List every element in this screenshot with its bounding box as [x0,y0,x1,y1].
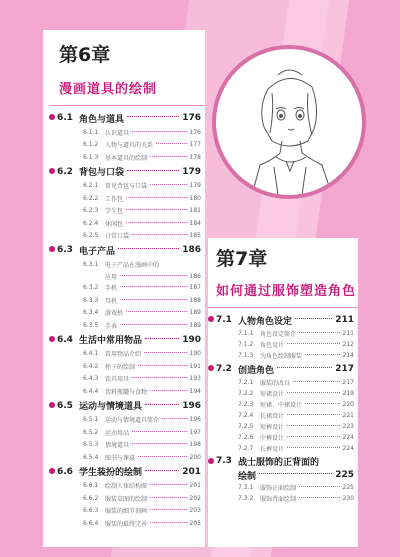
subsection-title: 游戏机 [105,310,124,318]
subsection-title: 耳机 [105,297,118,305]
section-marker [208,365,214,371]
leader-dots [132,377,187,378]
toc-subsection [57,319,201,332]
subsection-page: 201 [189,482,201,490]
toc-section [57,464,201,480]
leader-dots [305,403,340,404]
subsection-page: 223 [342,423,354,430]
leader-dots [150,522,187,523]
subsection-number: 6.4.2 [83,362,99,370]
toc-subsection [216,421,354,432]
subsection-title: 电子产品在漫画中的 [105,261,160,269]
toc-subsection [216,482,354,493]
toc-subsection [57,180,201,193]
subsection-page: 197 [189,428,201,436]
chapter6-divider [49,105,205,106]
leader-dots [138,456,187,457]
subsection-title: 短裙设计 [260,391,285,398]
subsection-title: 情境道具 [105,442,130,450]
subsection-title-continued: 应用 [105,273,118,281]
subsection-title: 杯子的绘制 [105,363,136,371]
leader-dots [305,354,340,355]
section-title: 运动与情境道具 [79,402,143,412]
section-title: 角色与道具 [79,114,125,125]
toc-section [216,312,354,328]
subsection-page: 187 [189,284,201,292]
subsection-page: 212 [342,341,354,348]
toc-subsection [216,377,354,388]
leader-dots [287,447,340,448]
subsection-number: 6.2.3 [83,207,99,215]
subsection-number: 6.1.3 [83,153,99,161]
leader-dots [259,473,332,474]
section-marker [208,316,214,322]
subsection-title: 工作包 [105,195,124,203]
toc-subsection [57,426,201,439]
leader-dots [162,418,187,419]
toc-section [216,361,354,377]
leader-dots [132,443,187,444]
subsection-title: 饮料瓶罐与食物 [105,388,148,396]
leader-dots [120,286,187,287]
leader-dots [287,425,340,426]
subsection-page: 188 [189,296,201,304]
section-marker [49,246,55,252]
subsection-title: 服装的细节刻画 [105,508,148,516]
subsection-page: 190 [189,350,201,358]
toc-subsection [57,258,201,271]
section-number: 6.5 [57,400,73,411]
subsection-page: 220 [342,401,354,408]
leader-dots [287,392,340,393]
leader-dots [299,332,340,333]
subsection-title: 基本道具的绘制 [105,154,148,162]
leader-dots [126,197,187,198]
subsection-number: 6.5.1 [83,416,99,424]
toc-subsection [57,373,201,386]
chapter6-panel [43,30,205,547]
subsection-title: 中裤设计 [260,435,285,442]
subsection-page: 202 [189,494,201,502]
chapter7-panel [208,238,358,547]
section-title: 人物角色设定 [238,316,293,327]
subsection-number: 6.5.2 [83,428,99,436]
subsection-page: 230 [342,495,354,502]
leader-dots [150,390,187,391]
toc-subsection-continued [57,271,201,282]
subsection-page: 178 [189,153,201,161]
subsection-number: 7.2.5 [238,423,254,430]
subsection-number: 6.1.2 [83,141,99,149]
subsection-number: 7.2.4 [238,412,254,419]
chapter6-title: 漫画道具的绘制 [59,82,158,97]
leader-dots [138,365,187,366]
subsection-title: 角色设定简介 [260,331,297,338]
chapter6-toc [43,110,205,530]
leader-dots [144,352,187,353]
subsection-title: 角色设计 [260,342,285,349]
subsection-page: 181 [189,207,201,215]
section-title-continued: 绘制 [238,471,257,482]
subsection-page: 205 [189,519,201,527]
subsection-number: 7.1.2 [238,341,254,348]
leader-dots [293,381,340,382]
leader-dots [145,404,179,405]
subsection-page: 189 [189,321,201,329]
section-page: 196 [182,400,201,411]
toc-subsection [57,348,201,361]
toc-subsection [57,385,201,398]
leader-dots [127,116,179,117]
section-page: 176 [182,113,201,123]
section-marker [49,114,55,120]
subsection-number: 6.4.4 [83,387,99,395]
chapter7-toc [208,312,358,504]
subsection-title: 服装的改良 [260,380,291,387]
section-title: 学生装扮的绘制 [79,468,143,478]
subsection-title: 服饰正面绘制 [260,485,297,492]
subsection-number: 6.4.1 [83,350,99,358]
section-page: 225 [335,470,354,480]
subsection-page: 211 [342,330,354,337]
section-page: 211 [335,315,354,325]
leader-dots [277,367,332,368]
toc-subsection [216,388,354,399]
leader-dots [150,484,187,485]
subsection-number: 7.2.1 [238,379,254,386]
subsection-page: 184 [189,219,201,227]
toc-subsection [57,505,201,518]
section-number: 6.3 [57,245,73,255]
section-number: 7.3 [216,456,232,466]
subsection-page: 194 [189,387,201,395]
subsection-page: 185 [189,232,201,240]
character-illustration [212,45,366,199]
toc-subsection [216,350,354,361]
leader-dots [120,299,187,300]
toc-subsection [57,282,201,295]
leader-dots [150,184,187,185]
subsection-page: 177 [189,141,201,149]
subsection-title: 为角色绘制服装 [260,353,303,360]
subsection-number: 7.1.1 [238,330,254,337]
subsection-number: 6.6.3 [83,507,99,515]
leader-dots [150,497,187,498]
subsection-page: 200 [189,453,201,461]
chapter6-number: 第6章 [59,44,111,66]
subsection-page: 219 [342,390,354,397]
subsection-number: 6.6.1 [83,482,99,490]
subsection-page: 179 [189,182,201,190]
subsection-page: 196 [189,416,201,424]
subsection-number: 6.3.5 [83,321,99,329]
section-page: 201 [182,466,201,477]
subsection-page: 224 [342,434,354,441]
subsection-title: 服饰背面绘制 [260,496,297,503]
subsection-number: 6.5.4 [83,453,99,461]
subsection-title: 绘制人体结构图 [105,483,148,491]
leader-dots [299,486,340,487]
toc-subsection [57,439,201,452]
toc-subsection [57,205,201,218]
subsection-title: 服装的最终完善 [105,520,148,528]
subsection-page: 217 [342,379,354,386]
toc-subsection [216,432,354,443]
toc-subsection [216,339,354,350]
section-title: 电子产品 [79,246,116,257]
toc-subsection [57,414,201,427]
leader-dots [132,431,187,432]
subsection-page: 191 [189,362,201,370]
subsection-number: 6.3.4 [83,309,99,317]
leader-dots [132,131,187,132]
subsection-page: 221 [342,412,354,419]
subsection-title: 运动用品 [105,429,130,437]
leader-dots [145,338,179,339]
subsection-page: 203 [189,507,201,515]
leader-dots [132,234,187,235]
toc-subsection [57,217,201,230]
leader-dots [287,414,340,415]
section-marker [208,458,214,464]
toc-subsection [57,139,201,152]
subsection-title: 学生包 [105,208,124,216]
leader-dots [150,509,187,510]
toc-subsection [216,410,354,421]
subsection-page: 198 [189,441,201,449]
section-page: 190 [182,334,201,345]
subsection-title: 图书与课桌 [105,454,136,462]
subsection-page: 176 [189,128,201,136]
leader-dots [120,324,187,325]
subsection-title: 长裤设计 [260,446,285,453]
section-number: 7.2 [216,364,232,374]
chapter7-title: 如何通过服饰塑造角色 [216,284,357,299]
toc-subsection [57,360,201,373]
subsection-number: 6.5.3 [83,441,99,449]
toc-section [57,398,201,414]
toc-subsection [57,307,201,320]
subsection-page: 186 [189,272,201,280]
section-number: 6.6 [57,466,73,477]
subsection-number: 7.2.6 [238,434,254,441]
toc-subsection [57,294,201,307]
toc-subsection [57,230,201,243]
subsection-page: 224 [342,445,354,452]
subsection-title: 长裙设计 [260,413,285,420]
subsection-number: 6.6.4 [83,519,99,527]
toc-section-continued [216,468,354,482]
subsection-number: 7.3.2 [238,495,254,502]
subsection-title: 手表 [105,322,118,330]
subsection-title: 常用物品介绍 [105,351,142,359]
section-marker [49,468,55,474]
toc-section [57,242,201,258]
section-page: 186 [182,245,201,255]
leader-dots [126,209,187,210]
subsection-page: 180 [189,194,201,202]
subsection-number: 6.6.2 [83,494,99,502]
subsection-number: 6.3.1 [83,260,99,268]
toc-subsection [216,443,354,454]
leader-dots [126,222,187,223]
toc-subsection [216,493,354,504]
leader-dots [295,318,332,319]
subsection-number: 6.1.1 [83,128,99,136]
subsection-title: 常见背包与口袋 [105,183,148,191]
toc-subsection [57,451,201,464]
leader-dots [127,170,179,171]
leader-dots [287,343,340,344]
section-number: 6.4 [57,334,73,345]
section-number: 7.1 [216,315,232,325]
toc-section [216,454,354,468]
toc-subsection [57,192,201,205]
leader-dots [287,436,340,437]
subsection-title: 人物与道具的关系 [105,142,154,150]
section-page: 217 [335,364,354,374]
section-number: 6.1 [57,113,73,123]
subsection-number: 7.2.3 [238,401,254,408]
subsection-number: 6.3.3 [83,296,99,304]
toc-section [57,332,201,348]
subsection-number: 7.2.2 [238,390,254,397]
leader-dots [145,470,179,471]
subsection-number: 7.3.1 [238,484,254,491]
toc-section [57,164,201,180]
subsection-number: 7.1.3 [238,352,254,359]
toc-subsection [57,126,201,139]
section-title: 生活中常用物品 [79,336,143,346]
section-marker [49,168,55,174]
toc-subsection [57,517,201,530]
section-page: 179 [182,166,201,177]
subsection-title: 饮具用具 [105,376,130,384]
chapter7-number: 第7章 [216,248,268,270]
toc-section [57,110,201,126]
subsection-title: 认识道具 [105,129,130,137]
subsection-title: 手机 [105,285,118,293]
section-marker [49,336,55,342]
leader-dots [156,143,187,144]
subsection-page: 225 [342,484,354,491]
section-number: 6.2 [57,166,73,177]
subsection-number: 6.2.4 [83,219,99,227]
subsection-number: 6.2.2 [83,194,99,202]
section-title: 背包与口袋 [79,168,125,178]
subsection-page: 214 [342,352,354,359]
subsection-title: 短裤设计 [260,424,285,431]
leader-dots [118,248,179,249]
subsection-number: 7.2.7 [238,445,254,452]
subsection-number: 6.2.1 [83,182,99,190]
subsection-title: 服装草图的绘制 [105,495,148,503]
section-title: 战士服饰的正背面的 [238,457,320,468]
subsection-number: 6.2.5 [83,232,99,240]
toc-subsection [57,480,201,493]
subsection-page: 189 [189,309,201,317]
subsection-title: 短裙、中裙设计 [260,402,303,409]
chapter7-divider [208,307,358,308]
leader-dots [299,497,340,498]
leader-dots [126,311,187,312]
section-marker [49,402,55,408]
leader-dots [150,156,187,157]
leader-dots [120,275,187,276]
subsection-title: 日常口袋 [105,233,130,241]
section-title: 创造角色 [238,365,275,376]
toc-subsection [57,151,201,164]
subsection-number: 6.3.2 [83,284,99,292]
subsection-title: 运动与情境道具简介 [105,417,160,425]
toc-subsection [57,492,201,505]
subsection-number: 6.4.3 [83,375,99,383]
subsection-page: 193 [189,375,201,383]
toc-subsection [216,399,354,410]
toc-subsection [216,328,354,339]
subsection-title: 休闲包 [105,220,124,228]
